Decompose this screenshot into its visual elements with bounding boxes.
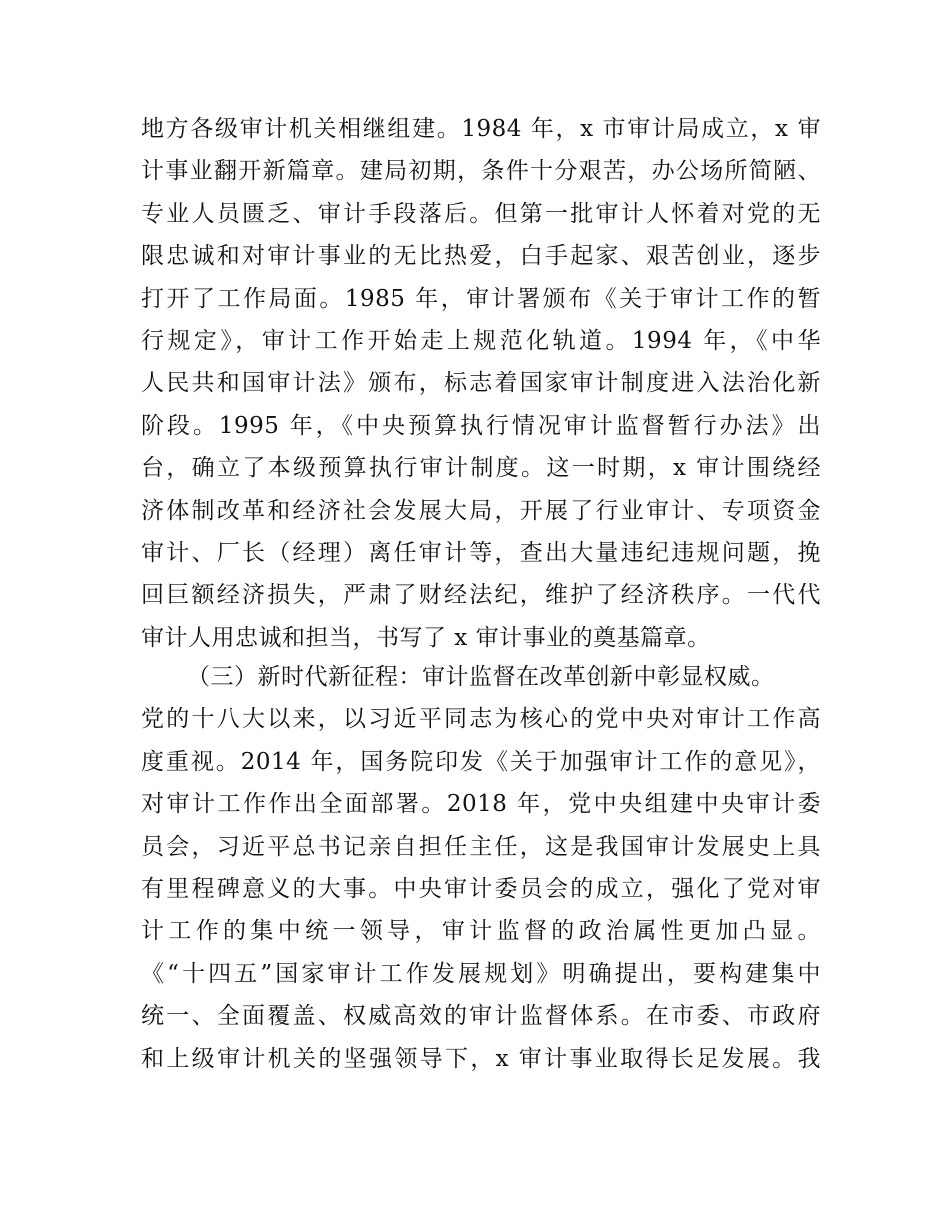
text-line: 对审计工作作出全面部署。2018 年，党中央组建中央审计委 [141,791,821,818]
text-line: 阶段。1995 年，《中央预算执行情况审计监督暂行办法》出 [141,412,821,439]
text-line: 计事业翻开新篇章。建局初期，条件十分艰苦，办公场所简陋、 [141,158,821,185]
text-line: 计工作的集中统一领导，审计监督的政治属性更加凸显。 [141,918,821,945]
text-line: 济体制改革和经济社会发展大局，开展了行业审计、专项资金 [141,497,821,524]
text-line: 统一、全面覆盖、权威高效的审计监督体系。在市委、市政府 [141,1003,821,1030]
text-line: 和上级审计机关的坚强领导下，x 审计事业取得长足发展。我 [141,1045,821,1072]
section-heading: （三）新时代新征程：审计监督在改革创新中彰显权威。 [187,664,775,690]
text-line: 党的十八大以来，以习近平同志为核心的党中央对审计工作高 [141,706,821,733]
text-line: 员会，习近平总书记亲自担任主任，这是我国审计发展史上具 [141,833,821,860]
text-line: 审计、厂长（经理）离任审计等，查出大量违纪违规问题，挽 [141,539,821,566]
text-line: 限忠诚和对审计事业的无比热爱，白手起家、艰苦创业，逐步 [141,243,821,270]
text-line: 专业人员匮乏、审计手段落后。但第一批审计人怀着对党的无 [141,200,821,227]
text-line: 人民共和国审计法》颁布，标志着国家审计制度进入法治化新 [141,370,821,397]
paragraph-2 [141,656,821,1080]
text-line: 度重视。2014 年，国务院印发《关于加强审计工作的意见》， [141,748,821,775]
text-line: 有里程碑意义的大事。中央审计委员会的成立，强化了党对审 [141,875,821,902]
text-line: 打开了工作局面。1985 年，审计署颁布《关于审计工作的暂 [141,285,821,312]
paragraph-1 [141,108,821,659]
text-line: 回巨额经济损失，严肃了财经法纪，维护了经济秩序。一代代 [141,582,821,609]
text-line: 台，确立了本级预算执行审计制度。这一时期，x 审计围绕经 [141,455,821,482]
text-line: 地方各级审计机关相继组建。1984 年，x 市审计局成立，x 审 [141,116,821,142]
text-line: 《“十四五”国家审计工作发展规划》明确提出，要构建集中 [141,960,821,987]
text-line: 行规定》，审计工作开始走上规范化轨道。1994 年，《中华 [141,327,821,354]
text-line: 审计人用忠诚和担当，书写了 x 审计事业的奠基篇章。 [141,624,711,651]
